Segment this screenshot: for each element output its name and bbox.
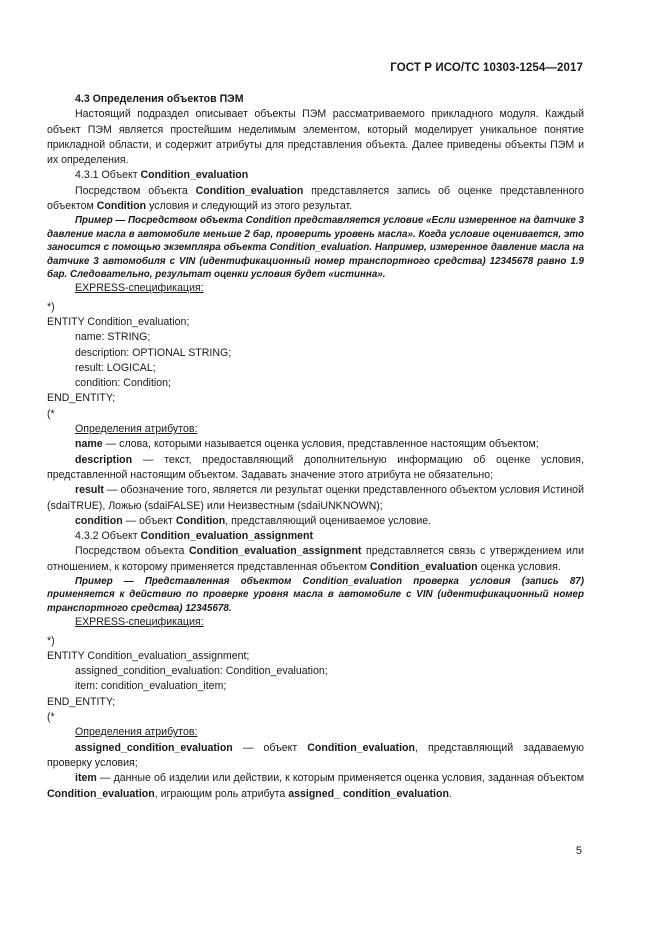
- attr-name: assigned_condition_evaluation: [75, 741, 233, 754]
- example-note-1: Пример — Посредством объекта Condition представляется условие «Если измеренное на датчике 3 давление масла в автомобиле меньше 2 бар, проверить уровень масла». Когда условие оценивается, это заносится с помощью экземпляра объекта Condition_evaluation. Например, измеренное давление масла на датчике 3 автомобиля с VIN (идентификационный номер транспортного средства) 12345678 равно 1.9 бар. Следовательно, результат оценки условия будет «истинна».: [47, 215, 584, 280]
- code-line: description: OPTIONAL STRING;: [75, 346, 232, 359]
- attr-text: .: [448, 787, 452, 800]
- express-code-2: [47, 634, 584, 726]
- attr-definition: [47, 514, 584, 529]
- attr-text: — объект: [232, 741, 308, 754]
- attr-text: , представляющий задаваемую проверку условия;: [47, 741, 584, 769]
- section-intro: Настоящий подраздел описывает объекты ПЭМ рассматриваемого прикладного модуля. Каждый объект ПЭМ является простейшим неделимым элементом, который моделирует уникальное понятие прикладной области, и содержит атрибуты для представления объекта. Далее приведены объекты ПЭМ и их определения.: [47, 108, 584, 167]
- attr-name: condition: [75, 514, 123, 527]
- attr-label-2: [47, 725, 584, 740]
- subsection-heading-2: [47, 529, 584, 544]
- attr-text: — обозначение того, является ли результат оценки представленного объектом условия Истиной (sdaiTRUE), Ложью (sdaiFALSE) или Неизвестным (sdaiUNKNOWN);: [47, 484, 584, 512]
- attr-label-text: Определения атрибутов:: [75, 726, 198, 739]
- desc-text: Посредством объекта: [75, 545, 189, 558]
- attr-name: item: [75, 772, 97, 785]
- attr-definition: [47, 437, 584, 452]
- entity-name: Condition_evaluation: [140, 169, 249, 182]
- heading-prefix: 4.3.2 Объект: [75, 530, 141, 543]
- express-label-text: EXPRESS-спецификация:: [75, 616, 204, 629]
- attr-label-1: [47, 422, 584, 437]
- desc-text: условия и следующий из этого результат.: [146, 200, 353, 213]
- attr-definition: [47, 771, 584, 802]
- code-line: END_ENTITY;: [47, 392, 116, 405]
- desc-text: Посредством объекта: [75, 184, 196, 197]
- attr-text: — слова, которыми называется оценка условия, представленное настоящим объектом;: [102, 438, 539, 451]
- entity-ref: Condition: [96, 200, 147, 213]
- attr-definition: [47, 453, 584, 484]
- express-label-text: EXPRESS-спецификация:: [75, 282, 204, 295]
- code-line: *): [47, 634, 55, 647]
- entity-ref: assigned_ condition_evaluation: [288, 787, 449, 800]
- express-code-1: [47, 300, 584, 422]
- desc-text: оценка условия.: [477, 560, 561, 573]
- entity-name: Condition_evaluation_assignment: [140, 530, 314, 543]
- page-number: 5: [575, 845, 582, 857]
- attr-text: — данные об изделии или действии, к которым применяется оценка условия, заданная объектом: [96, 772, 584, 785]
- document-header: ГОСТ Р ИСО/ТС 10303-1254—2017: [390, 62, 583, 74]
- code-line: assigned_condition_evaluation: Condition_evaluation;: [75, 665, 328, 678]
- attr-text: — объект: [122, 514, 176, 527]
- attr-name: result: [75, 484, 104, 497]
- code-line: (*: [47, 407, 55, 420]
- attr-label-text: Определения атрибутов:: [75, 423, 198, 436]
- attr-text: , представляющий оцениваемое условие.: [225, 514, 432, 527]
- express-label-2: [47, 615, 584, 630]
- code-line: (*: [47, 711, 55, 724]
- code-line: result: LOGICAL;: [75, 361, 156, 374]
- heading-prefix: 4.3.1 Объект: [75, 169, 141, 182]
- attr-text: , играющим роль атрибута: [154, 787, 289, 800]
- section-title: 4.3 Определения объектов ПЭМ: [75, 93, 244, 105]
- code-line: name: STRING;: [75, 331, 151, 344]
- code-line: condition: Condition;: [75, 377, 171, 390]
- attr-name: description: [75, 453, 133, 466]
- express-label-1: [47, 281, 584, 296]
- code-line: item: condition_evaluation_item;: [75, 680, 227, 693]
- desc-text: представляется связь с утверждением или отношением, к которому применяется представленная объектом: [47, 545, 584, 573]
- entity-ref: Condition_evaluation: [47, 787, 155, 800]
- desc-text: представляется запись об оценке представленного объектом: [47, 184, 584, 213]
- entity-ref: Condition_evaluation: [369, 560, 478, 573]
- code-line: ENTITY Condition_evaluation;: [47, 316, 190, 328]
- entity-description-2: [47, 544, 584, 575]
- entity-ref: Condition_evaluation_assignment: [188, 545, 362, 558]
- entity-ref: Condition_evaluation: [307, 741, 415, 754]
- example-note-2: Пример — Представленная объектом Condition_evaluation проверка условия (запись 87) применяется к действию по проверке уровня масла в автомобиле с VIN (идентификационный номер транспортного средства) 12345678.: [47, 576, 584, 614]
- entity-ref: Condition_evaluation: [195, 184, 304, 197]
- page-content: [47, 92, 584, 802]
- attr-text: — текст, предоставляющий дополнительную информацию об оценке условия, представленной настоящим объектом. Задавать значение этого атрибута не обязательно;: [47, 453, 584, 481]
- entity-description-1: [47, 184, 584, 215]
- attr-definition: [47, 741, 584, 772]
- code-line: *): [47, 300, 55, 313]
- entity-ref: Condition: [175, 514, 226, 527]
- code-line: END_ENTITY;: [47, 695, 116, 708]
- subsection-heading-1: [47, 168, 584, 183]
- code-line: ENTITY Condition_evaluation_assignment;: [47, 649, 250, 662]
- attr-definition: [47, 483, 584, 514]
- attr-name: name: [75, 438, 103, 451]
